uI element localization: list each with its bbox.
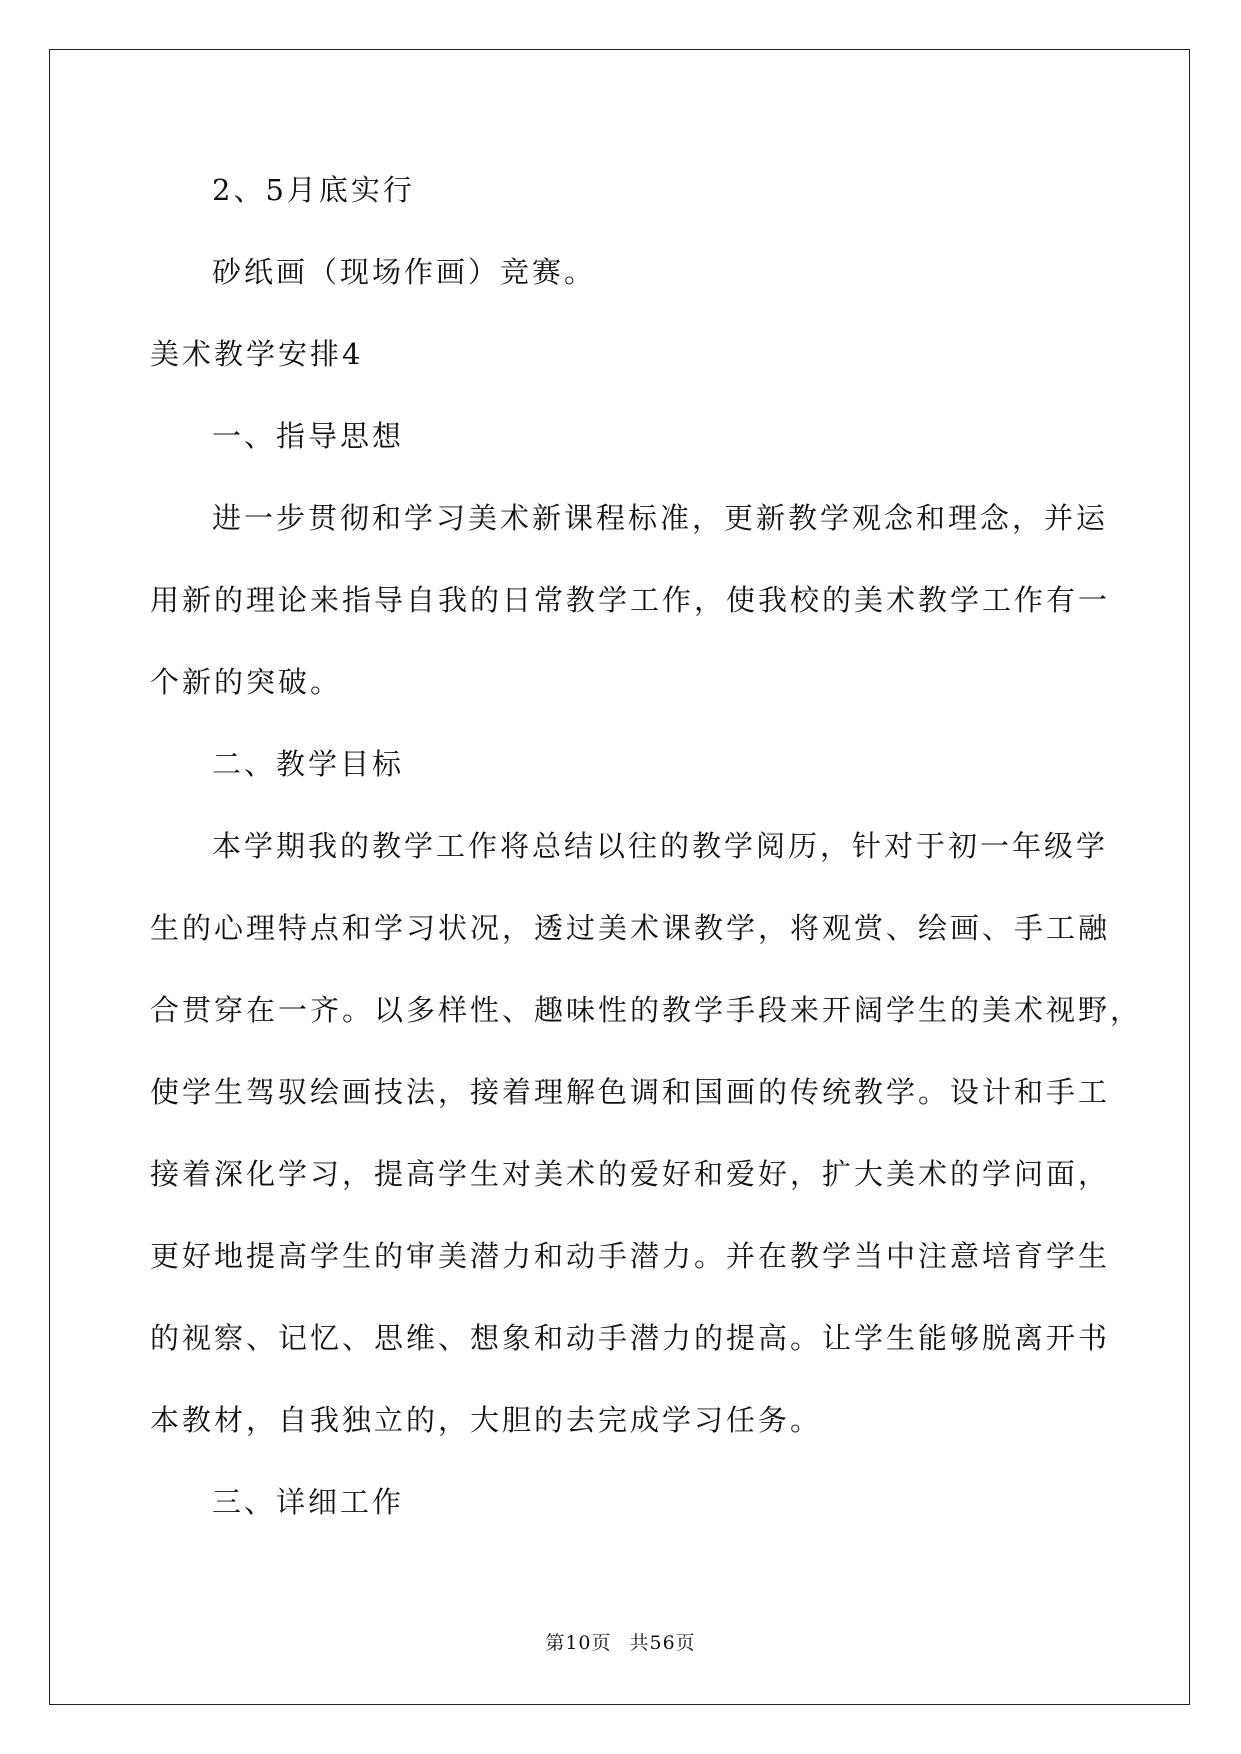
paragraph-line: 用新的理论来指导自我的日常教学工作，使我校的美术教学工作有一	[150, 583, 1111, 617]
paragraph-line: 生的心理特点和学习状况，透过美术课教学，将观赏、绘画、手工融	[150, 911, 1111, 945]
heading-teaching-goals: 二、教学目标	[212, 747, 405, 781]
paragraph-line: 本学期我的教学工作将总结以往的教学阅历，针对于初一年级学	[212, 829, 1109, 863]
paragraph-line: 个新的突破。	[150, 665, 343, 699]
paragraph-line: 本教材，自我独立的，大胆的去完成学习任务。	[150, 1403, 823, 1437]
paragraph-line: 更好地提高学生的审美潜力和动手潜力。并在教学当中注意培育学生	[150, 1239, 1111, 1273]
paragraph-line: 进一步贯彻和学习美术新课程标准，更新教学观念和理念，并运	[212, 501, 1109, 535]
paragraph-line: 使学生驾驭绘画技法，接着理解色调和国画的传统教学。设计和手工	[150, 1075, 1111, 1109]
page-border	[49, 49, 1190, 1705]
page-footer	[0, 1631, 1241, 1655]
paragraph-line: 砂纸画（现场作画）竞赛。	[212, 255, 597, 289]
page-number: 第10页	[545, 1632, 612, 1654]
paragraph-line: 接着深化学习，提高学生对美术的爱好和爱好，扩大美术的学问面，	[150, 1157, 1111, 1191]
heading-detailed-work: 三、详细工作	[212, 1485, 405, 1519]
paragraph-line: 的视察、记忆、思维、想象和动手潜力的提高。让学生能够脱离开书	[150, 1321, 1111, 1355]
page-total: 共56页	[629, 1632, 696, 1654]
paragraph-line: 合贯穿在一齐。以多样性、趣味性的教学手段来开阔学生的美术视野，	[150, 993, 1143, 1027]
heading-guiding-ideology: 一、指导思想	[212, 419, 405, 453]
list-item-2: 2、5月底实行	[212, 173, 415, 207]
section-title: 美术教学安排4	[150, 337, 364, 371]
